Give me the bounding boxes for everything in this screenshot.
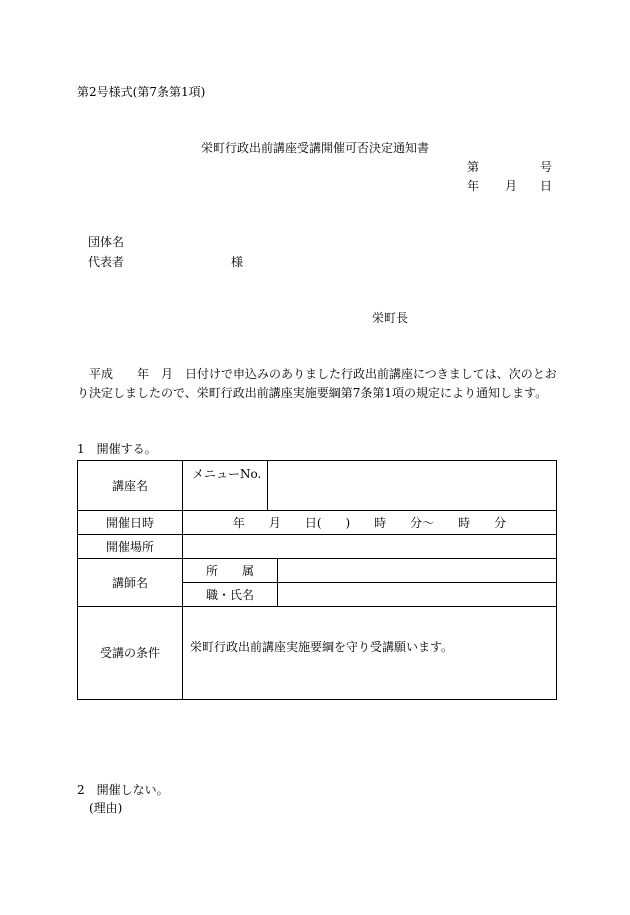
sender-name: 栄町長: [372, 311, 409, 325]
group-name-label: 団体名: [88, 235, 125, 249]
doc-number-prefix: 第: [467, 160, 480, 174]
representative-label: 代表者: [88, 255, 125, 269]
doc-date-year: 年: [467, 179, 480, 193]
affiliation-value: [278, 559, 557, 583]
datetime-label: 開催日時: [78, 511, 183, 535]
conditions-value: 栄町行政出前講座実施要綱を守り受講願います。: [183, 607, 557, 700]
venue-value: [183, 535, 557, 559]
reason-label: (理由): [89, 801, 123, 815]
section-1-heading: 1 開催する。: [77, 442, 157, 456]
table-row-datetime: [78, 511, 557, 535]
form-number: 第2号様式(第7条第1項): [77, 85, 206, 99]
table-row-venue: [78, 535, 557, 559]
doc-date-month: 月: [505, 179, 518, 193]
table-row-course: [78, 461, 557, 511]
venue-label: 開催場所: [78, 535, 183, 559]
course-value: [268, 461, 557, 511]
conditions-label: 受講の条件: [78, 607, 183, 700]
affiliation-label: 所 属: [183, 559, 278, 583]
course-label: 講座名: [78, 461, 183, 511]
menu-no-label: メニューNo.: [183, 461, 268, 511]
body-text-line-2: り決定しましたので、栄町行政出前講座実施要綱第7条第1項の規定により通知します。: [77, 386, 548, 400]
position-name-value: [278, 583, 557, 607]
lecturer-label: 講師名: [78, 559, 183, 607]
document-title: 栄町行政出前講座受講開催可否決定通知書: [200, 141, 429, 155]
doc-number-suffix: 号: [540, 160, 553, 174]
lecture-details-table: [77, 460, 557, 700]
datetime-value: 年 月 日( ) 時 分〜 時 分: [183, 511, 557, 535]
table-row-lecturer-affiliation: [78, 559, 557, 583]
section-2-heading: 2 開催しない。: [77, 783, 169, 797]
position-name-label: 職・氏名: [183, 583, 278, 607]
honorific: 様: [231, 255, 244, 269]
body-text-line-1: 平成 年 月 日付けで申込みのありました行政出前講座につきましては、次のとお: [89, 367, 557, 381]
table-row-conditions: [78, 607, 557, 700]
doc-date-day: 日: [540, 179, 553, 193]
